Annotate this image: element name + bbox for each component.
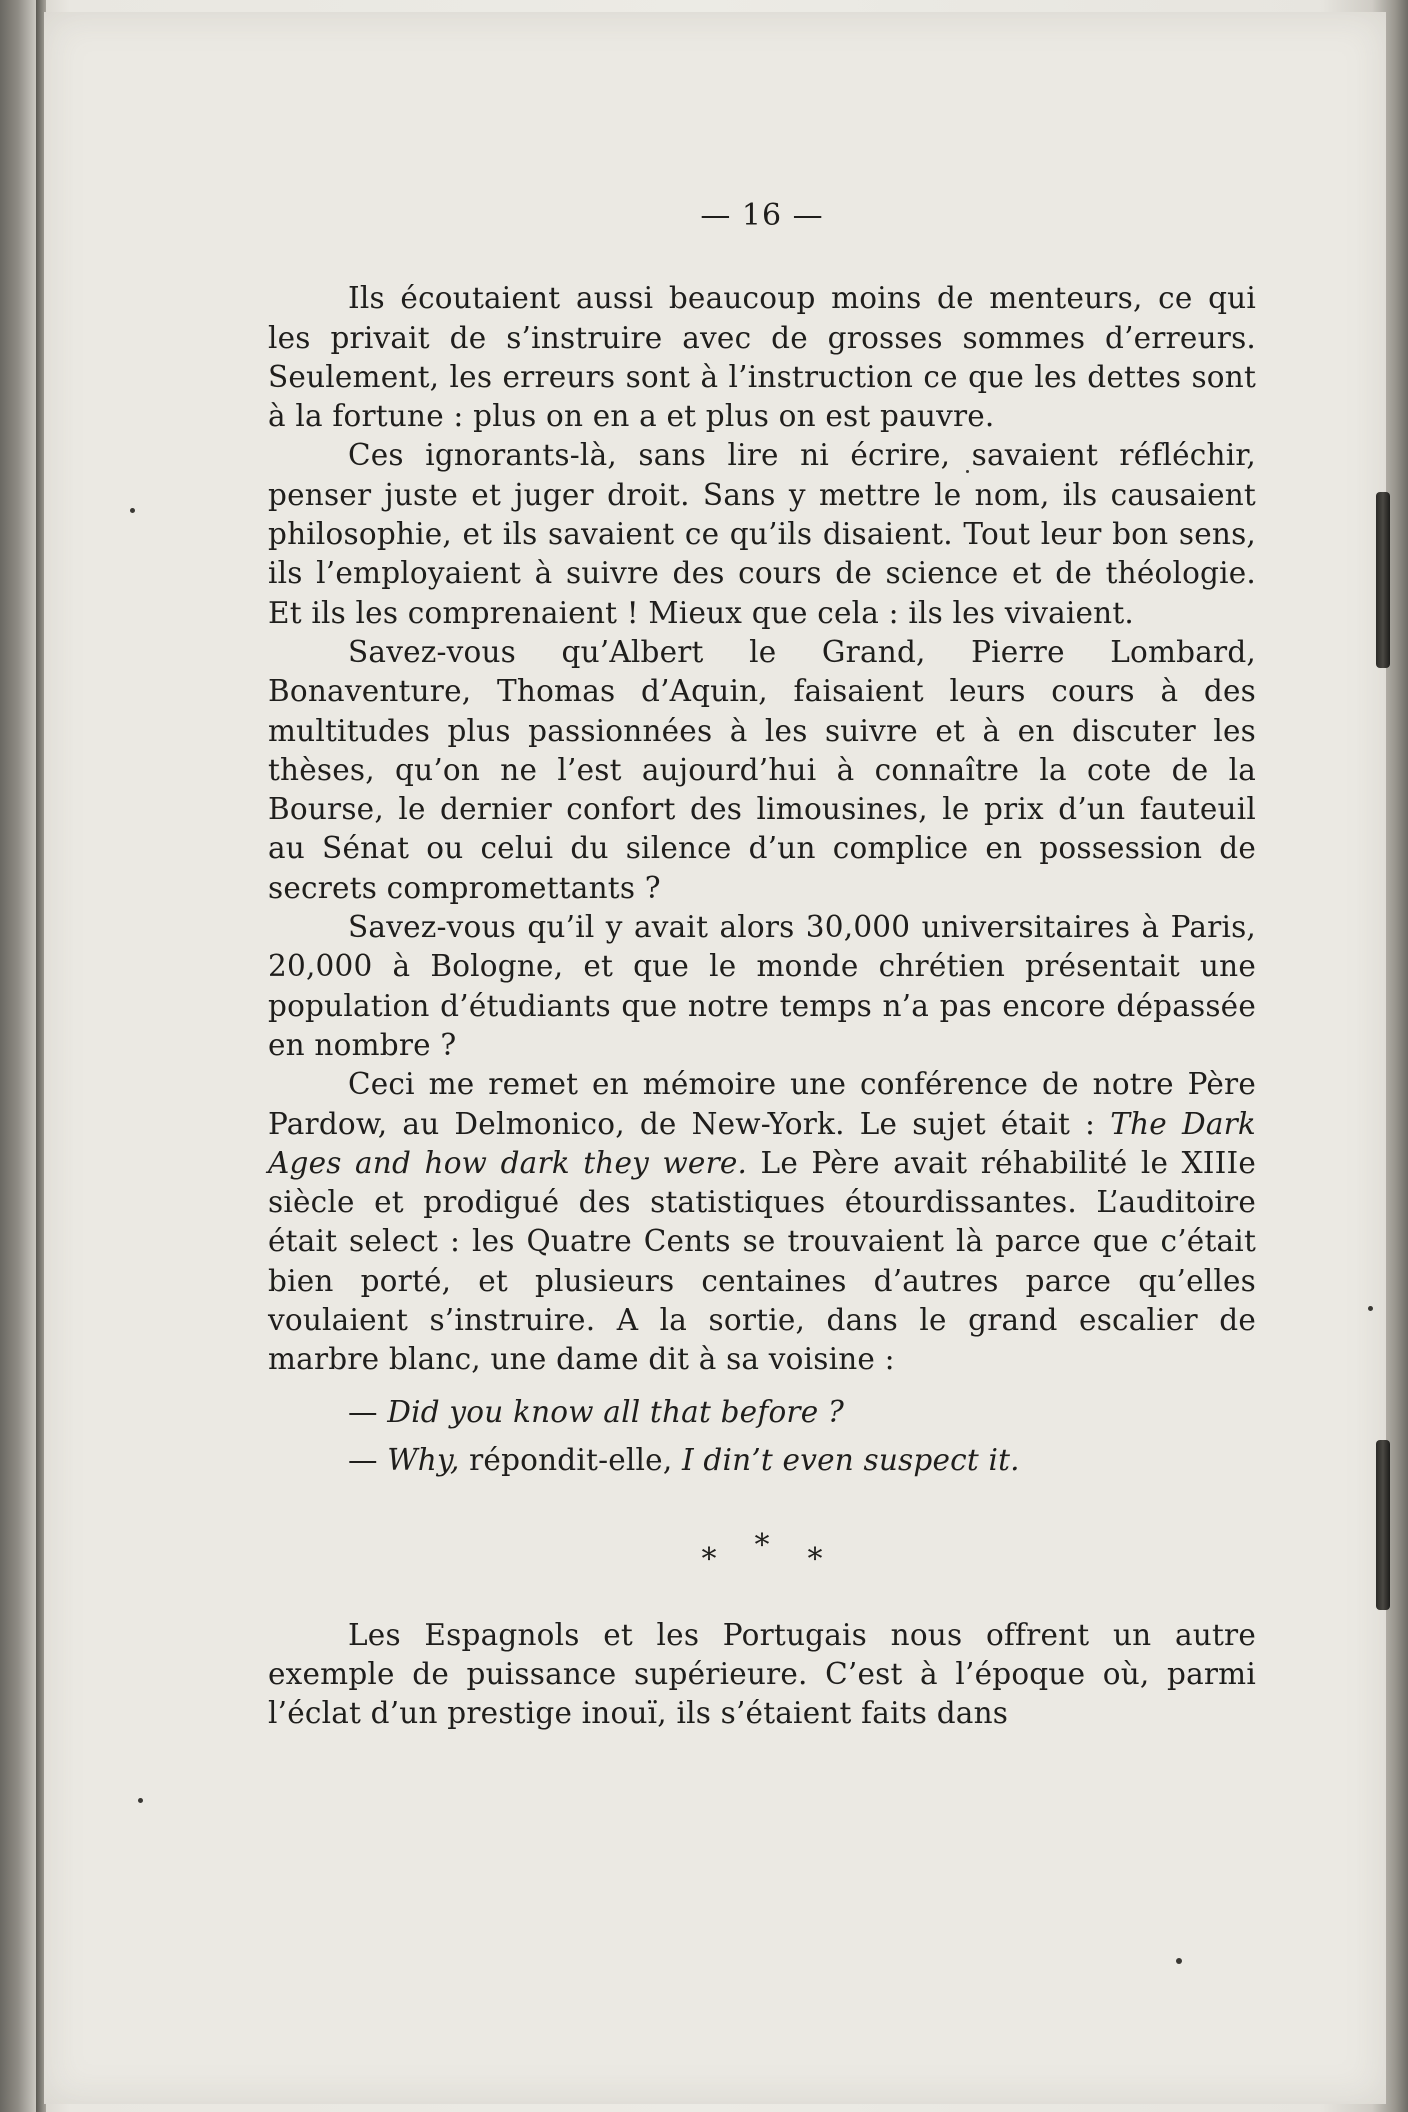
binder-clip-top (1376, 492, 1390, 668)
paper-speck (1176, 1958, 1182, 1964)
separator-asterisk-left: * (701, 1541, 755, 1577)
dialogue-line-1 (268, 1388, 1256, 1436)
paragraph-4: Savez-vous qu’il y avait alors 30,000 universitaires à Paris, 20,000 à Bologne, et que le monde chrétien présentait une population d’étudiants que notre temps n’a pas encore dépassée en nombre ? (268, 910, 1256, 1062)
page-text-block (268, 196, 1256, 1734)
paper-speck (130, 508, 135, 513)
pardow-text-before: Ceci me remet en mémoire une conférence de notre Père Pardow, au Delmonico, de New-York. Le sujet était : (268, 1067, 1256, 1141)
paragraph-closing: Les Espagnols et les Portugais nous offrent un autre exemple de puissance supérieure. C’est à l’époque où, parmi l’éclat d’un prestige inouï, ils s’étaient faits dans (268, 1617, 1256, 1731)
dialogue-question: Did you know all that before ? (387, 1394, 844, 1429)
section-separator (268, 1527, 1256, 1578)
dialogue-dash: — (348, 1442, 388, 1477)
dialogue-line-2 (268, 1436, 1256, 1484)
separator-asterisk-right: * (807, 1541, 861, 1577)
dialogue-attribution: répondit-elle, (459, 1442, 682, 1477)
lecture-title: The Dark Ages and how dark they were. (268, 1106, 1256, 1180)
paper-speck (138, 1798, 143, 1803)
paragraph-2: Ces ignorants-là, sans lire ni écrire, savaient réfléchir, penser juste et juger droit. Sans y mettre le nom, ils causaient philosophie, et ils savaient ce qu’ils disaient. Tout leur bon sens, ils l’employaient à suivre des cours de science et de théologie. Et ils les comprenaient ! Mieux que cela : ils les vivaient. (268, 438, 1256, 630)
paragraph-1: Ils écoutaient aussi beaucoup moins de menteurs, ce qui les privait de s’instruire avec de grosses sommes d’erreurs. Seulement, les erreurs sont à l’instruction ce que les dettes sont à la fortune : plus on en a et plus on est pauvre. (268, 281, 1256, 434)
dialogue-dash: — (348, 1394, 388, 1429)
page-number: — 16 — (700, 198, 824, 233)
pardow-text-after: Le Père avait réhabilité le XIIIe siècle et prodigué des statistiques étourdissantes. L’auditoire était select : les Quatre Cents se trouvaient là parce que c’était bien porté, et plusieurs centaines d’autres parce qu’elles voulaient s’instruire. A la sortie, dans le grand escalier de marbre blanc, une dame dit à sa voisine : (268, 1145, 1256, 1377)
paper-speck (1368, 1306, 1373, 1311)
dialogue-reply-end: I din’t even suspect it. (682, 1442, 1020, 1477)
dialogue-reply-start: Why, (387, 1442, 460, 1477)
binder-clip-bottom (1376, 1440, 1390, 1610)
paragraph-3: Savez-vous qu’Albert le Grand, Pierre Lombard, Bonaventure, Thomas d’Aquin, faisaient leurs cours à des multitudes plus passionnées à les suivre et à en discuter les thèses, qu’on ne l’est aujourd’hui à connaître la cote de la Bourse, le dernier confort des limousines, le prix d’un fauteuil au Sénat ou celui du silence d’un complice en possession de secrets compromettants ? (268, 634, 1256, 905)
separator-asterisk-middle: * (754, 1527, 808, 1563)
paragraph-pardow (268, 1065, 1256, 1379)
